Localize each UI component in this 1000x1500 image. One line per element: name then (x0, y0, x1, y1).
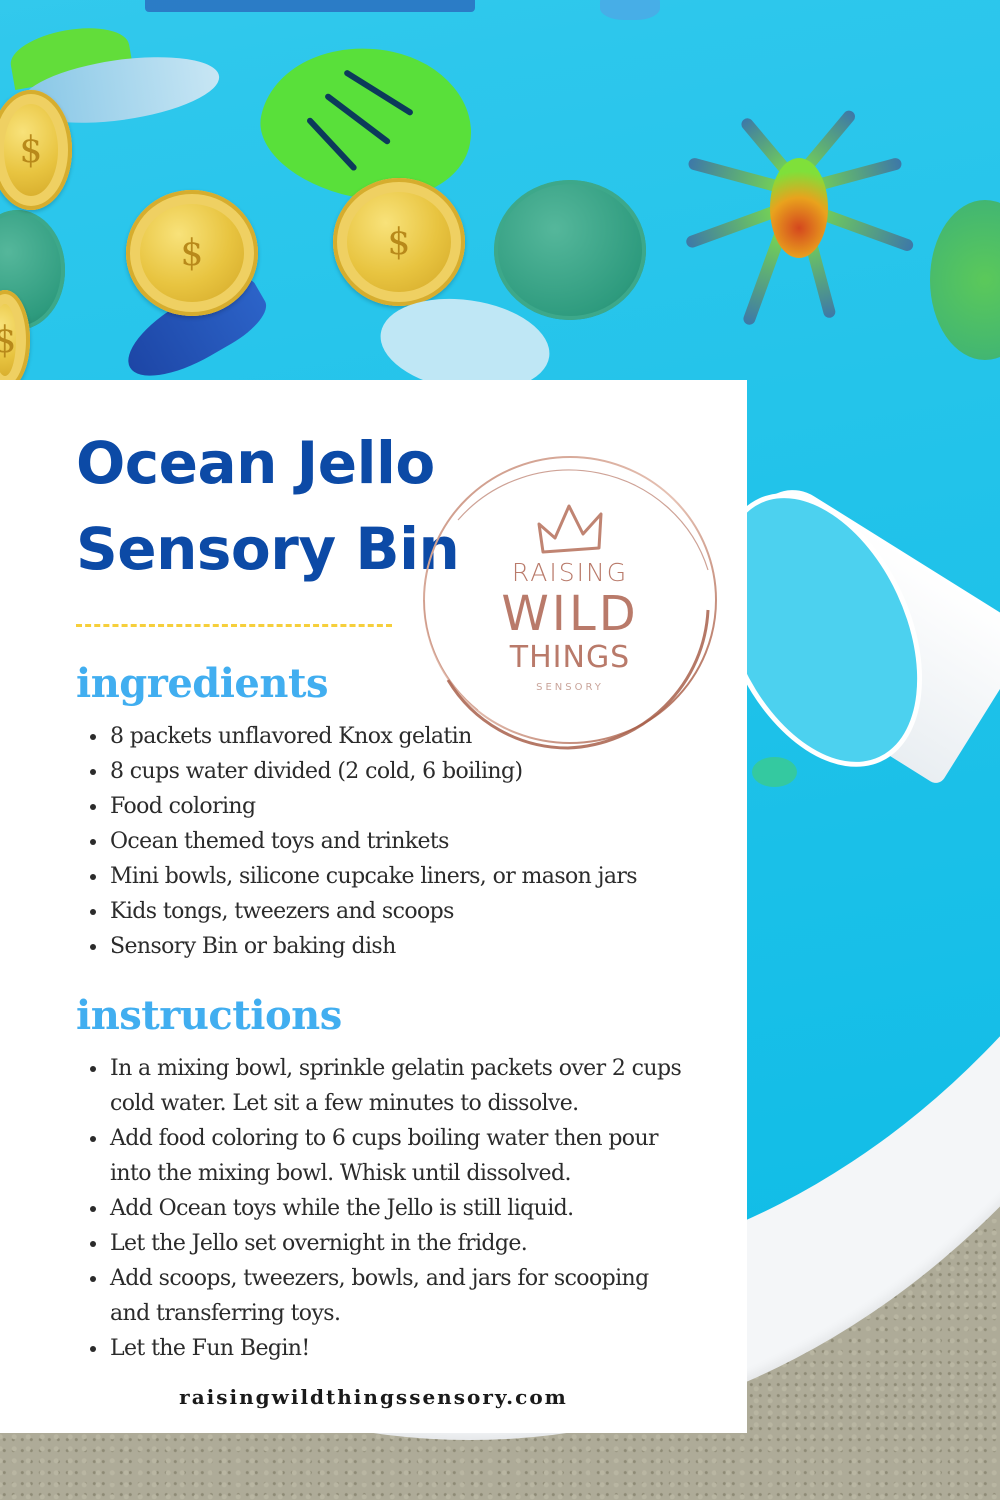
list-item: Add food coloring to 6 cups boiling water then pour into the mixing bowl. Whisk until dissolved. (110, 1121, 690, 1191)
list-item: 8 packets unflavored Knox gelatin (110, 719, 730, 754)
list-item: In a mixing bowl, sprinkle gelatin packets over 2 cups cold water. Let sit a few minutes to dissolve. (110, 1051, 690, 1121)
toy-blue-fin (600, 0, 660, 20)
logo-things: THINGS (509, 640, 631, 675)
list-item: Sensory Bin or baking dish (110, 929, 730, 964)
logo-sensory: SENSORY (536, 682, 604, 693)
list-item: Add scoops, tweezers, bowls, and jars for scooping and transferring toys. (110, 1261, 690, 1331)
ingredients-heading: ingredients (76, 660, 328, 707)
list-item: Add Ocean toys while the Jello is still liquid. (110, 1191, 690, 1226)
list-item: Ocean themed toys and trinkets (110, 824, 730, 859)
gold-coin (126, 190, 258, 316)
brand-logo (418, 450, 722, 750)
list-item: Let the Fun Begin! (110, 1331, 690, 1366)
list-item: Food coloring (110, 789, 730, 824)
gold-coin (0, 90, 72, 210)
octopus-toy (770, 158, 828, 258)
list-item: Mini bowls, silicone cupcake liners, or mason jars (110, 859, 730, 894)
list-item: Let the Jello set overnight in the fridge. (110, 1226, 690, 1261)
green-coin (494, 180, 646, 320)
logo-raising: RAISING (511, 558, 629, 587)
title-line-1: Ocean Jello (76, 429, 435, 497)
ingredients-list (86, 719, 730, 964)
toy-blue-bar (145, 0, 475, 12)
white-bucket (760, 455, 1000, 815)
gold-coin (0, 290, 30, 390)
logo-wild: WILD (501, 586, 639, 642)
recipe-card (0, 380, 747, 1433)
gold-coin (333, 178, 465, 306)
website-link[interactable]: raisingwildthingssensory.com (179, 1385, 568, 1409)
dashed-divider (76, 624, 392, 627)
instructions-list (86, 1051, 690, 1366)
green-toy (752, 757, 797, 787)
instructions-heading: instructions (76, 992, 342, 1039)
list-item: Kids tongs, tweezers and scoops (110, 894, 730, 929)
crown-icon (535, 502, 607, 554)
list-item: 8 cups water divided (2 cold, 6 boiling) (110, 754, 730, 789)
title-line-2: Sensory Bin (76, 515, 460, 583)
